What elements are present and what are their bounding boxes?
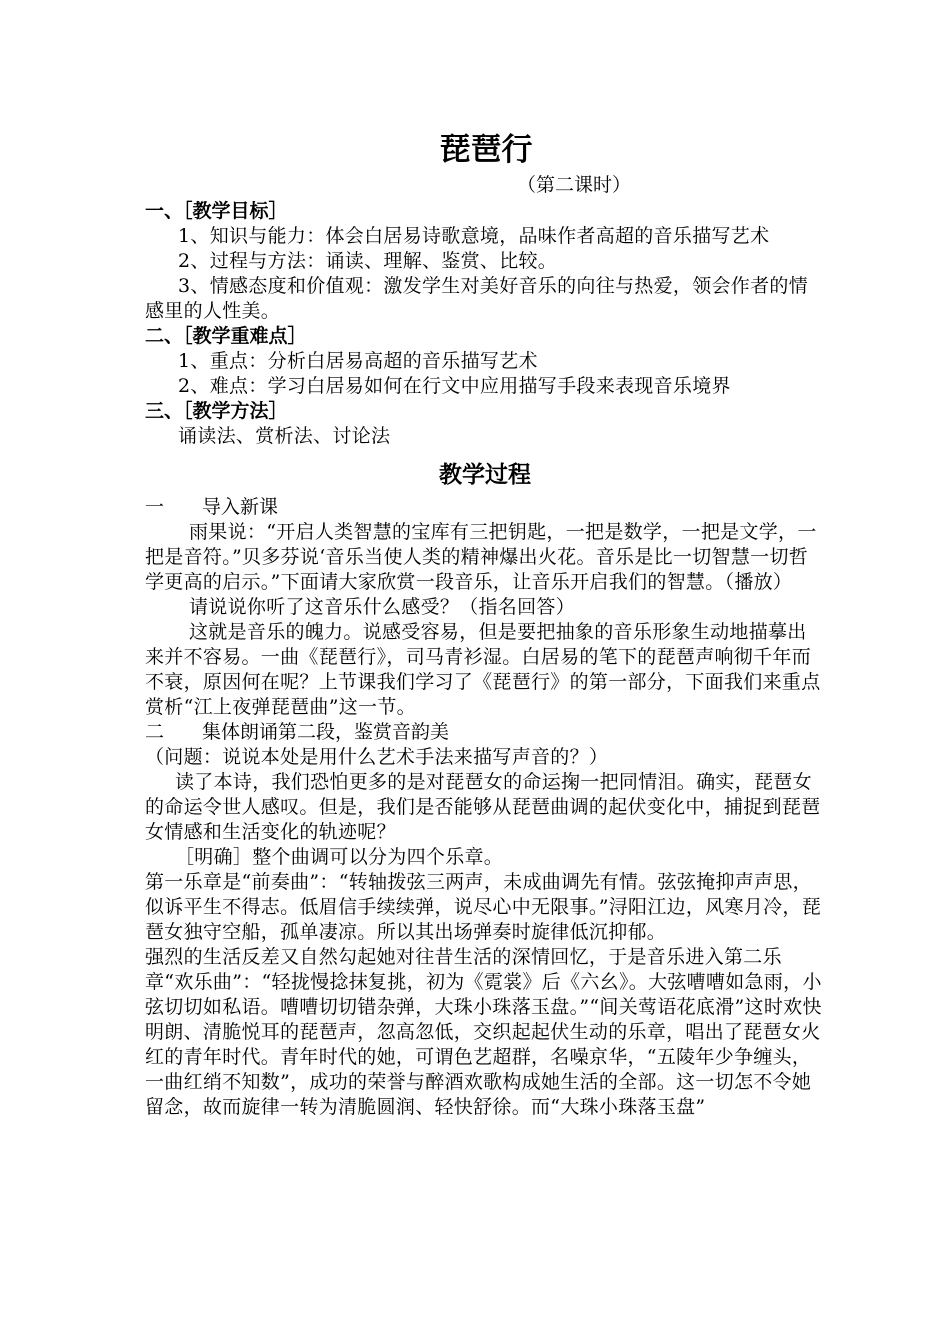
body-paragraph: 强烈的生活反差又自然勾起她对往昔生活的深情回忆，于是音乐进入第二乐章“欢乐曲”：“轻拢慢捻抹复挑，初为《霓裳》后《六幺》。大弦嘈嘈如急雨，小弦切切如私语。嘈嘈切切错杂弹，大珠小珠落玉盘。”“间关莺语花底滑”这时欢快明朗、清脆悦耳的琵琶声，忽高忽低，交织起起伏生动的乐章，唱出了琵琶女火红的青年时代。青年时代的她，可谓色艺超群，名噪京华，“五陵年少争缠头，一曲红绡不知数”，成功的荣誉与醉酒欢歌构成她生活的全部。这一切怎不令她留念，故而旋律一转为清脆圆润、轻快舒徐。而“大珠小珠落玉盘”: [145, 946, 822, 1118]
key-point-item: 1、重点：分析白居易高超的音乐描写艺术: [178, 350, 538, 372]
body-paragraph: 读了本诗，我们恐怕更多的是对琵琶女的命运掬一把同情泪。确实，琵琶女的命运令世人感叹。但是，我们是否能够从琵琶曲调的起伏变化中，捕捉到琵琶女情感和生活变化的轨迹呢？: [145, 771, 821, 843]
methods-text: 诵读法、赏析法、讨论法: [178, 425, 391, 447]
page-subtitle: （第二课时）: [517, 174, 632, 196]
key-point-item: 2、难点：学习白居易如何在行文中应用描写手段来表现音乐境界: [178, 375, 731, 397]
body-paragraph: 这就是音乐的魄力。说感受容易，但是要把抽象的音乐形象生动地描摹出来并不容易。一曲《琵琶行》，司马青衫湿。白居易的笔下的琵琶声响彻千年而不衰，原因何在呢？上节课我们学习了《琵琶行》的第一部分，下面我们来重点赏析“江上夜弹琵琶曲”这一节。: [145, 621, 821, 718]
question-text: （问题：说说本处是用什么艺术手法来描写声音的？）: [145, 746, 609, 768]
step-number: 一: [145, 496, 165, 518]
document-content: [145, 128, 825, 1120]
body-paragraph: ［明确］整个曲调可以分为四个乐章。: [175, 846, 504, 868]
process-heading: 教学过程: [439, 462, 531, 488]
step-title: 导入新课: [202, 496, 279, 518]
body-paragraph: 第一乐章是“前奏曲”：“转轴拨弦三两声，未成曲调先有情。弦弦掩抑声声思，似诉平生不得志。低眉信手续续弹，说尽心中无限事。”浔阳江边，风寒月冷，琵琶女独守空船，孤单凄凉。所以其出场弹奏时旋律低沉抑郁。: [145, 871, 822, 943]
section-heading-key-points: 二、［教学重难点］: [145, 325, 307, 347]
step-heading: [145, 720, 825, 745]
step-heading: [145, 495, 825, 520]
section-heading-methods: 三、［教学方法］: [145, 400, 288, 422]
section-heading-objectives: 一、［教学目标］: [145, 200, 288, 222]
step-number: 二: [145, 721, 165, 743]
objective-item: 3、情感态度和价值观：激发学生对美好音乐的向往与热爱，领会作者的情感里的人性美。: [145, 275, 808, 322]
objective-item: 1、知识与能力：体会白居易诗歌意境，品味作者高超的音乐描写艺术: [178, 225, 770, 247]
body-paragraph: 请说说你听了这音乐什么感受？（指名回答）: [189, 596, 576, 618]
step-title: 集体朗诵第二段，鉴赏音韵美: [202, 721, 450, 743]
page-title: 琵琶行: [439, 132, 533, 168]
objective-item: 2、过程与方法：诵读、理解、鉴赏、比较。: [178, 250, 558, 272]
body-paragraph: 雨果说：“开启人类智慧的宝库有三把钥匙，一把是数学，一把是文学，一把是音符。”贝多芬说‘音乐当使人类的精神爆出火花。音乐是比一切智慧一切哲学更高的启示。”下面请大家欣赏一段音乐，让音乐开启我们的智慧。（播放）: [145, 521, 817, 593]
